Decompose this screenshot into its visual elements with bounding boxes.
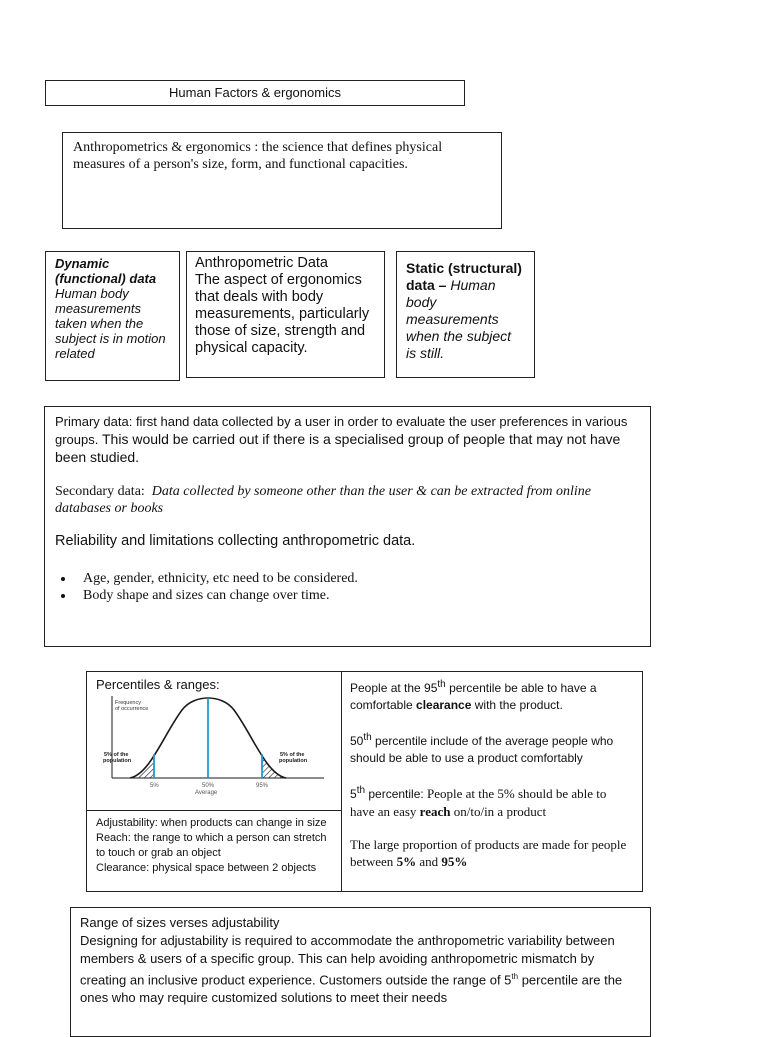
tick-label-95: 95% (256, 783, 269, 789)
left-tail-label-2: population (103, 758, 132, 764)
dynamic-text: Human body measurements taken when the subject is in motion related (55, 286, 166, 361)
range-adjustability-box (70, 907, 651, 1037)
anthropometric-text: The aspect of ergonomics that deals with body measurements, particularly those of size, strength and physical capacity. (195, 272, 370, 356)
p5-text-a: 5 (350, 787, 357, 801)
secondary-label: Secondary data: (55, 484, 145, 499)
reliability-heading: Reliability and limitations collecting anthropometric data. (55, 533, 416, 549)
percentiles-title: Percentiles & ranges: (96, 677, 220, 692)
definition-text: Anthropometrics & ergonomics : the science that defines physical measures of a person's size, form, and functional capacities. (73, 140, 443, 172)
secondary-text: Data collected by someone other than the user & can be extracted from online databases or books (55, 484, 591, 516)
secondary-data-para (55, 483, 640, 517)
range-sup: th (511, 972, 519, 981)
p5-sup: th (356, 785, 366, 796)
p5-text-b: percentile: (365, 787, 424, 801)
p95-sup: th (437, 679, 446, 690)
p95-bold: clearance (416, 698, 472, 712)
static-data-box (396, 251, 535, 378)
range-text-a: Designing for adjustability is required to accommodate the anthropometric variability between members & users of a specific group. This can help avoiding anthropometric mismatch by creating an inclusive product experience. Customers outside the range of 5 (80, 933, 615, 988)
large-proportion-para (350, 836, 634, 870)
page-title (45, 80, 465, 106)
p50-sup: th (363, 732, 372, 743)
large-bold-2: 95% (441, 854, 468, 869)
clearance-definition: Clearance: physical space between 2 objects (96, 862, 317, 874)
p5-text-d: on/to/in a product (450, 804, 547, 819)
list-item: • Age, gender, ethnicity, etc need to be considered. (75, 570, 640, 587)
primary-data-para (55, 413, 640, 467)
left-tail-hatch (132, 754, 154, 778)
percentiles-box (86, 671, 342, 811)
definition-box (62, 132, 502, 229)
range-title: Range of sizes verses adjustability (80, 915, 280, 930)
y-axis-label-1: Frequency (115, 700, 141, 706)
list-item: • Body shape and sizes can change over time. (75, 587, 640, 604)
large-bold-1: 5% (396, 854, 417, 869)
static-text: Human body measurements when the subject is still. (406, 277, 512, 361)
tick-label-average: Average (195, 790, 218, 796)
tick-label-5: 5% (150, 783, 159, 789)
y-axis-label-2: of occurrence (115, 706, 149, 712)
reach-definition: Reach: the range to which a person can stretch to touch or grab an object (96, 832, 327, 859)
primary-text-2: This would be carried out if there is a specialised group of people that may not have been studied. (55, 431, 621, 465)
primary-label: Primary data: (55, 414, 133, 429)
p50-text-a: 50 (350, 734, 364, 748)
p5-text-c: People at the 5% should be able to have an easy (350, 786, 607, 819)
p50-text-b: percentile include of the average people who should be able to use a product comfortably (350, 734, 614, 765)
bell-curve-diagram (92, 694, 328, 806)
static-heading: Static (structural) data – (406, 260, 522, 293)
right-tail-label-1: 5% of the (280, 752, 305, 758)
tick-label-50: 50% (202, 783, 215, 789)
page-title-text: Human Factors & ergonomics (169, 85, 341, 100)
p95-text-c: with the product. (471, 698, 563, 712)
anthropometric-heading: Anthropometric Data (195, 255, 328, 271)
p95-para (350, 676, 634, 714)
considerations-list (55, 570, 640, 604)
primary-text: first hand data collected by a user in order to evaluate the user preferences in various groups. (55, 414, 628, 447)
definitions-box (86, 810, 342, 892)
p95-text-b: percentile be able to have a comfortable (350, 681, 597, 712)
range-text (80, 932, 641, 1007)
range-text-b: percentile are the ones who may require customized solutions to meet their needs (80, 972, 623, 1006)
dynamic-heading: Dynamic (functional) data (55, 256, 157, 286)
anthropometric-data-box (186, 251, 385, 378)
p50-para (350, 729, 634, 767)
large-text-a: The large proportion of products are made for people between (350, 837, 627, 869)
p95-text-a: People at the 95 (350, 681, 438, 695)
left-tail-label-1: 5% of the (104, 752, 129, 758)
right-tail-label-2: population (279, 758, 308, 764)
large-text-and: and (416, 854, 442, 869)
p5-para (350, 782, 634, 821)
p5-bold: reach (419, 804, 451, 819)
percentile-info-box (341, 671, 643, 892)
dynamic-data-box (45, 251, 180, 381)
data-types-box (44, 406, 651, 647)
adjustability-definition: Adjustability: when products can change in size (96, 817, 327, 829)
